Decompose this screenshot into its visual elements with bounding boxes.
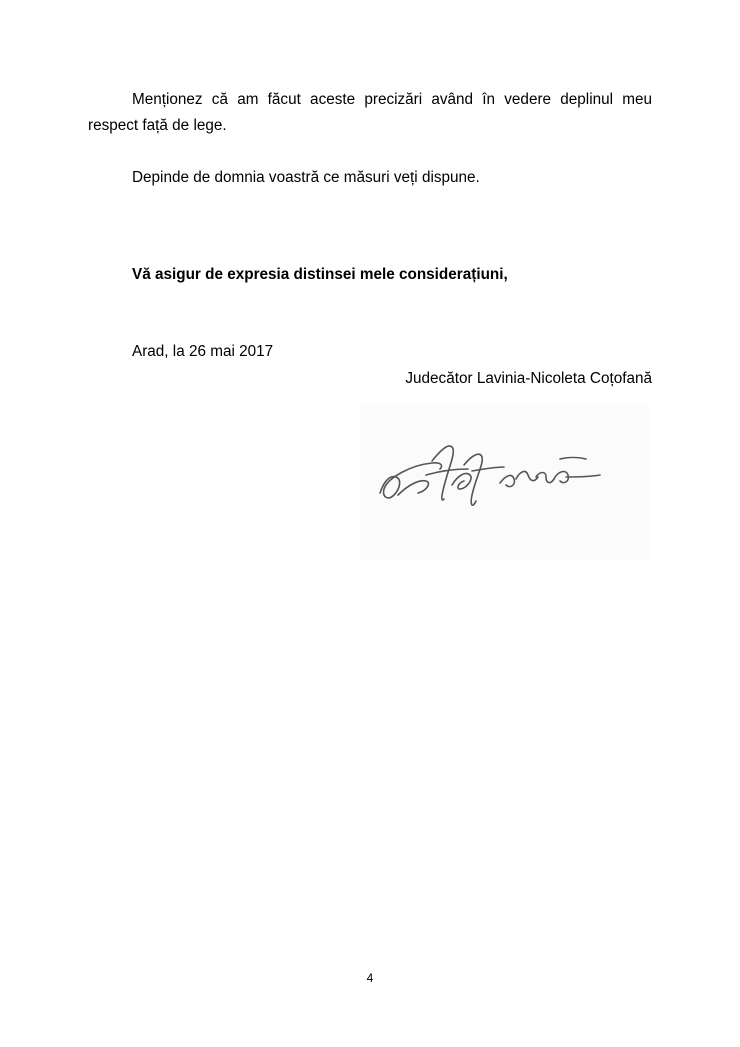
signer-name: Judecător Lavinia-Nicoleta Coțofană (405, 370, 652, 387)
page-number: 4 (366, 971, 374, 985)
paragraph-respect-for-law: Menționez că am făcut aceste precizări având în vedere deplinul meu respect față de lege. (88, 91, 652, 134)
place-and-date: Arad, la 26 mai 2017 (132, 343, 274, 360)
closing-salutation: Vă asigur de expresia distinsei mele considerațiuni, (132, 266, 508, 283)
handwritten-signature-icon (360, 405, 650, 560)
paragraph-measures: Depinde de domnia voastră ce măsuri veți dispune. (132, 169, 480, 186)
signature-image (360, 405, 650, 560)
